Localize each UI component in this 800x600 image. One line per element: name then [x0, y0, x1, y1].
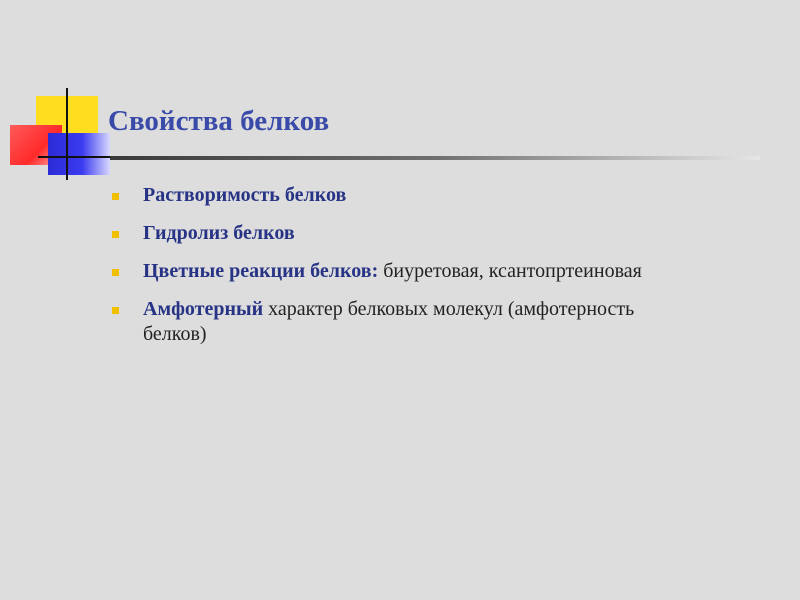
- bullet-list: [108, 183, 668, 360]
- blue-square: [48, 133, 110, 175]
- bullet-square-icon: [112, 307, 119, 314]
- vertical-line: [66, 88, 68, 180]
- bullet-square-icon: [112, 269, 119, 276]
- bullet-strong-text: Гидролиз белков: [143, 222, 295, 244]
- bullet-item: [108, 259, 668, 284]
- bullet-plain-text: характер белковых молекул (амфотерность белков): [143, 298, 635, 345]
- slide-title: Свойства белков: [108, 105, 330, 137]
- bullet-plain-text: биуретовая, ксантопртеиновая: [378, 260, 642, 282]
- bullet-strong-text: Растворимость белков: [143, 184, 347, 206]
- logo-squares-icon: [0, 0, 120, 190]
- bullet-item: [108, 221, 668, 246]
- bullet-item: [108, 183, 668, 208]
- bullet-item: [108, 297, 668, 347]
- bullet-square-icon: [112, 193, 119, 200]
- bullet-square-icon: [112, 231, 119, 238]
- bullet-strong-text: Амфотерный: [143, 298, 264, 320]
- bullet-strong-text: Цветные реакции белков:: [143, 260, 379, 282]
- horizontal-line: [38, 156, 118, 158]
- title-divider: [110, 156, 760, 160]
